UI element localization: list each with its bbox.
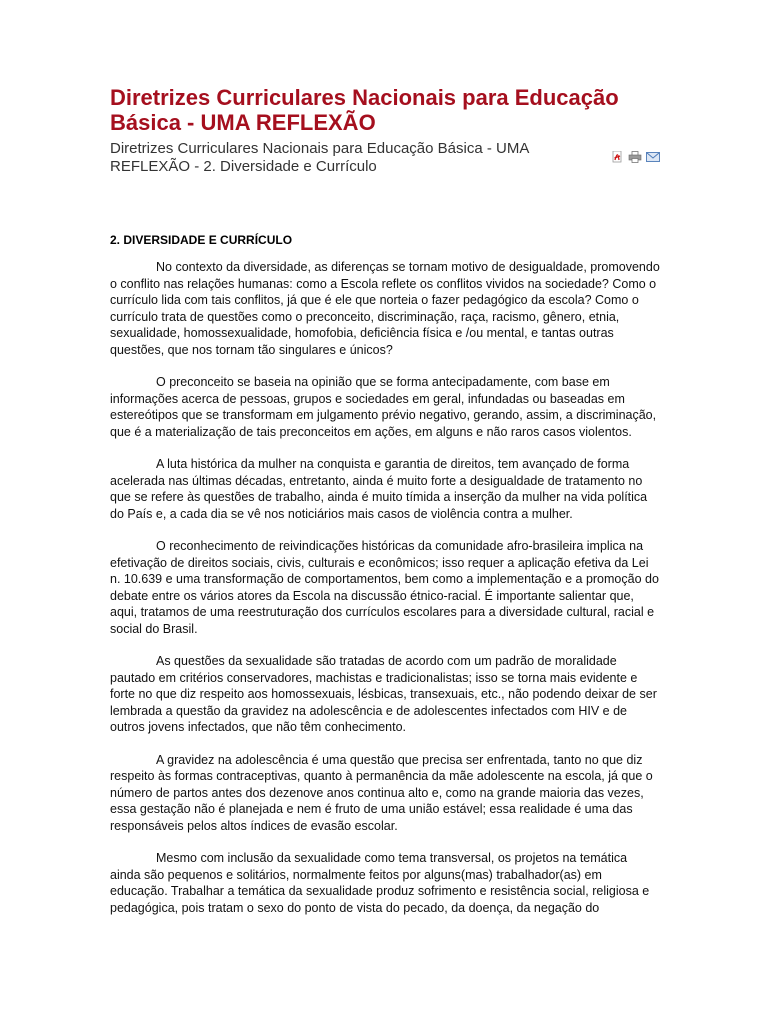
paragraph-1: No contexto da diversidade, as diferenças se tornam motivo de desigualdade, promovendo o conflito nas relações humanas: como a Escola reflete os conflitos vividos na sociedade? Como o currículo lida com tais conflitos, já que é ele que norteia o fazer pedagógico da escola? Como o currículo trata de questões como o preconceito, discriminação, raça, racismo, gênero, etnia, sexualidade, homossexualidade, homofobia, deficiência física e /ou mental, e tantas outras questões, que nos tornam tão singulares e únicos? — [110, 260, 660, 357]
page-subtitle: Diretrizes Curriculares Nacionais para Educação Básica - UMA REFLEXÃO - 2. Diversidade e Currículo — [110, 140, 529, 175]
pdf-icon[interactable] — [610, 150, 624, 162]
document-page — [110, 85, 660, 932]
paragraph-3: A luta histórica da mulher na conquista e garantia de direitos, tem avançado de forma acelerada nas últimas décadas, entretanto, ainda é muito forte a desigualdade de tratamento no que se refere às questões de trabalho, ainda é muito tímida a inserção da mulher na vida política do País e, a cada dia se vê nos noticiários mais casos de violência contra a mulher. — [110, 457, 648, 521]
page-title: Diretrizes Curriculares Nacionais para Educação Básica - UMA REFLEXÃO — [110, 85, 619, 135]
paragraph-6: A gravidez na adolescência é uma questão que precisa ser enfrentada, tanto no que diz respeito às formas contraceptivas, quanto à permanência da mãe adolescente na escola, já que o número de partos antes dos dezenove anos continua alto e, como na grande maioria das vezes, essa gestação não é planejada e nem é fruto de uma união estável; essa realidade é uma das responsáveis pelos altos índices de evasão escolar. — [110, 752, 653, 833]
section-heading: 2. DIVERSIDADE E CURRÍCULO — [110, 233, 293, 247]
paragraph-7: Mesmo com inclusão da sexualidade como tema transversal, os projetos na temática ainda são pequenos e solitários, normalmente feitos por alguns(mas) trabalhador(as) em educação. Trabalhar a temática da sexualidade produz sofrimento e resistência social, religiosa e pedagógica, pois tratam o sexo do ponto de vista do pecado, da doença, da negação do — [110, 851, 650, 915]
toolbar-icons — [610, 150, 660, 162]
email-icon[interactable] — [646, 150, 660, 162]
paragraph-2: O preconceito se baseia na opinião que se forma antecipadamente, com base em informações acerca de pessoas, grupos e sociedades em geral, infundadas ou baseadas em estereótipos que se transformam em julgamento prévio negativo, gerando, assim, a discriminação, que é a materialização de tais preconceitos em ações, em alguns e não raros casos violentos. — [110, 375, 657, 439]
paragraph-4: O reconhecimento de reivindicações históricas da comunidade afro-brasileira implica na efetivação de direitos sociais, civis, culturais e econômicos; isso requer a aplicação efetiva da Lei n. 10.639 e uma transformação de comportamentos, bem como a implementação e a promoção do debate entre os vários atores da Escola na discussão étnico-racial. É importante salientar que, aqui, tratamos de uma reestruturação dos currículos escolares para a diversidade cultural, racial e social do Brasil. — [110, 539, 659, 636]
subtitle-row — [110, 140, 660, 196]
paragraph-5: As questões da sexualidade são tratadas de acordo com um padrão de moralidade pautado em critérios conservadores, machistas e tradicionalistas; isso se torna mais evidente e forte no que diz respeito aos homossexuais, lésbicas, transexuais, etc., não podendo deixar de ser lembrada a questão da gravidez na adolescência e de adolescentes infectados com HIV e de outros jovens infectados, que não têm conhecimento. — [110, 654, 657, 734]
print-icon[interactable] — [628, 150, 642, 162]
